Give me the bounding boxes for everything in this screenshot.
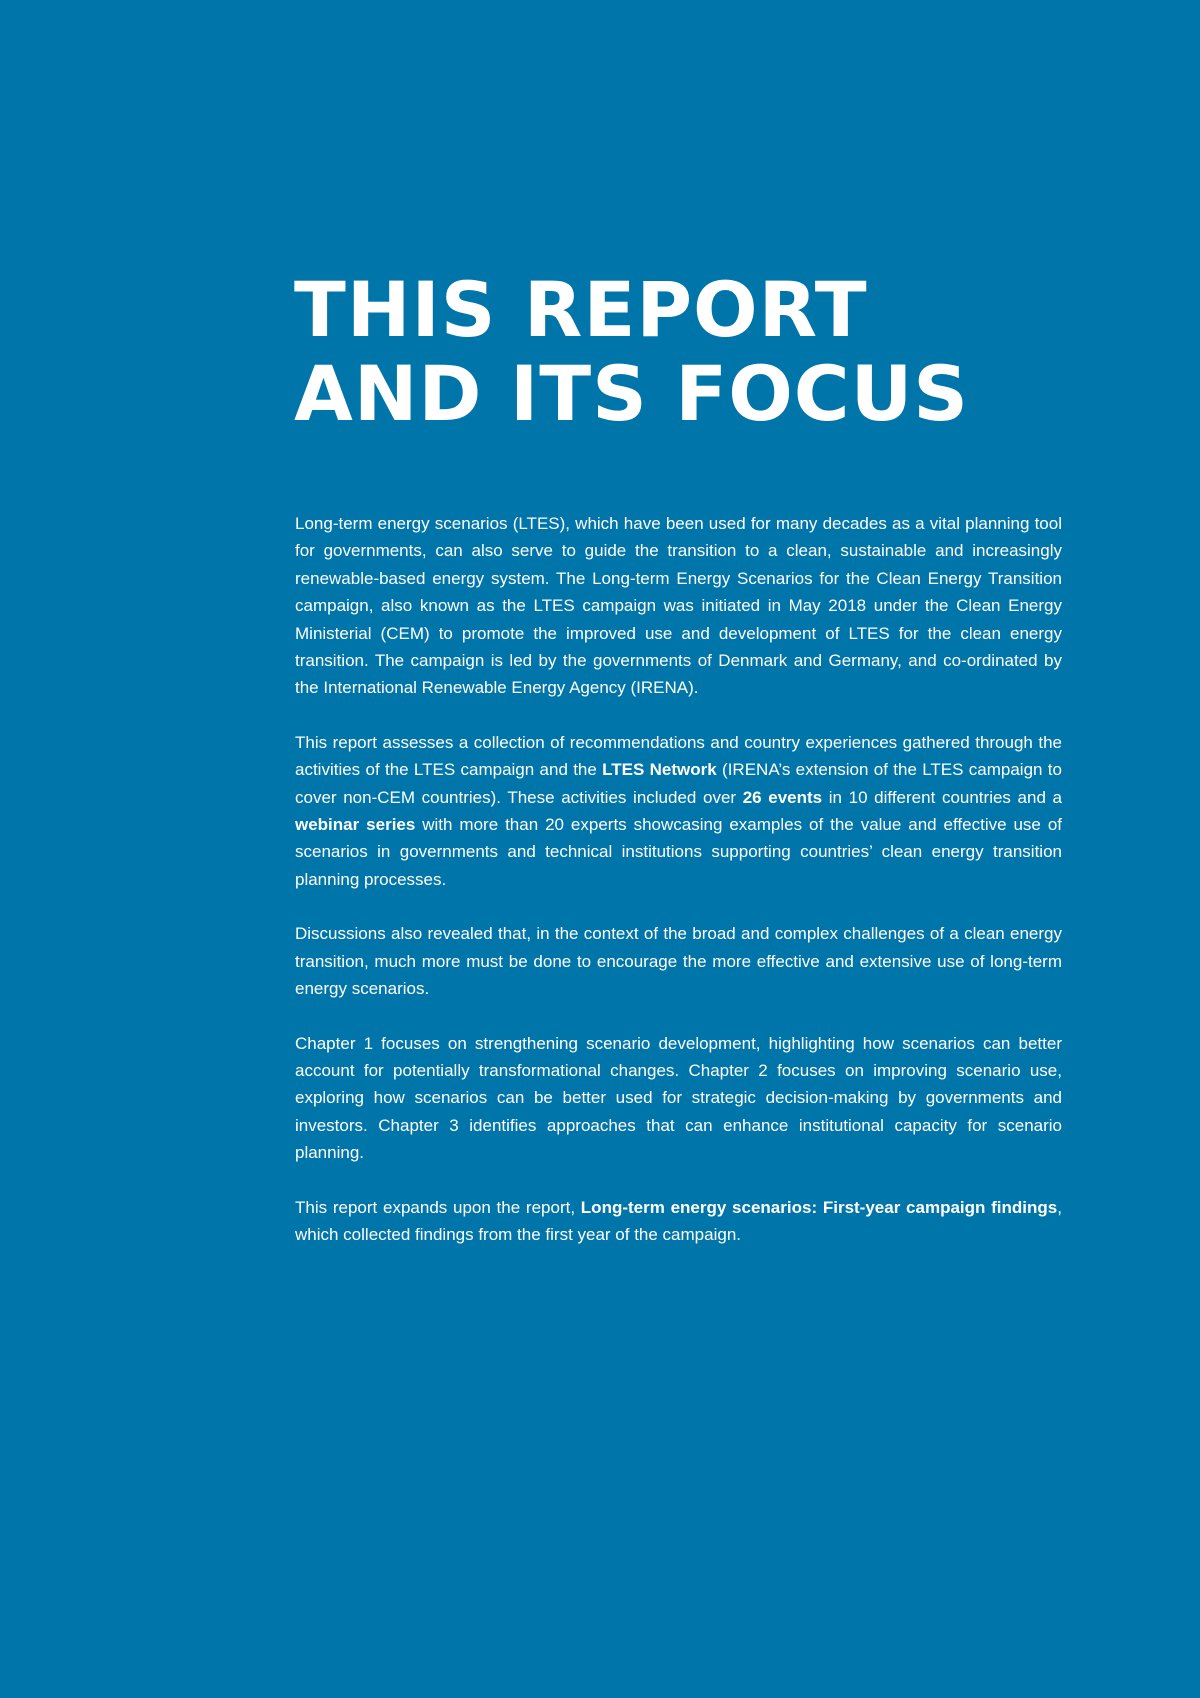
paragraph-ltes-intro: Long-term energy scenarios (LTES), which have been used for many decades as a vital planning tool for governments, can also serve to guide the transition to a clean, sustainable and increasingly renewable-based energy system. The Long-term Energy Scenarios for the Clean Energy Transition campaign, also known as the LTES campaign was initiated in May 2018 under the Clean Energy Ministerial (CEM) to promote the improved use and development of LTES for the clean energy transition. The campaign is led by the governments of Denmark and Germany, and co-ordinated by the International Renewable Energy Agency (IRENA). <box>295 514 1062 698</box>
page-title <box>294 265 1074 438</box>
paragraph-discussions: Discussions also revealed that, in the context of the broad and complex challenges of a clean energy transition, much more must be done to encourage the more effective and extensive use of long-term energy scenarios. <box>295 924 1062 999</box>
paragraph-text: , which collected findings from the first year of the campaign. <box>295 1197 1062 1244</box>
paragraph-text: in 10 different countries and a <box>822 787 1063 807</box>
page-title-line-2: AND ITS FOCUS <box>294 349 970 438</box>
page-title-line-1: THIS REPORT <box>294 265 868 354</box>
ltes-network-term: LTES Network <box>602 760 717 780</box>
referenced-report-title: Long-term energy scenarios: First-year campaign findings <box>580 1197 1058 1217</box>
webinar-series-term: webinar series <box>295 815 416 835</box>
paragraph-text: This report assesses a collection of recommendations and country experiences gathered through the activities of the LTES campaign and the <box>295 732 1062 780</box>
paragraph-expands-upon <box>295 1194 1062 1249</box>
paragraph-report-assessment <box>295 729 1062 893</box>
paragraph-text: with more than 20 experts showcasing examples of the value and effective use of scenarios in governments and technical institutions supporting countries’ clean energy transition planning processes. <box>295 815 1062 889</box>
paragraph-text: This report expands upon the report, <box>295 1197 581 1217</box>
paragraph-chapters: Chapter 1 focuses on strengthening scenario development, highlighting how scenarios can better account for potentially transformational changes. Chapter 2 focuses on improving scenario use, exploring how scenarios can be better used for strategic decision-making by governments and investors. Chapter 3 identifies approaches that can enhance institutional capacity for scenario planning. <box>295 1033 1062 1163</box>
body-text <box>295 510 1062 1275</box>
events-count-term: 26 events <box>742 787 823 807</box>
paragraph-text: (IRENA’s extension of the LTES campaign to cover non-CEM countries). These activities included over <box>295 760 1062 807</box>
